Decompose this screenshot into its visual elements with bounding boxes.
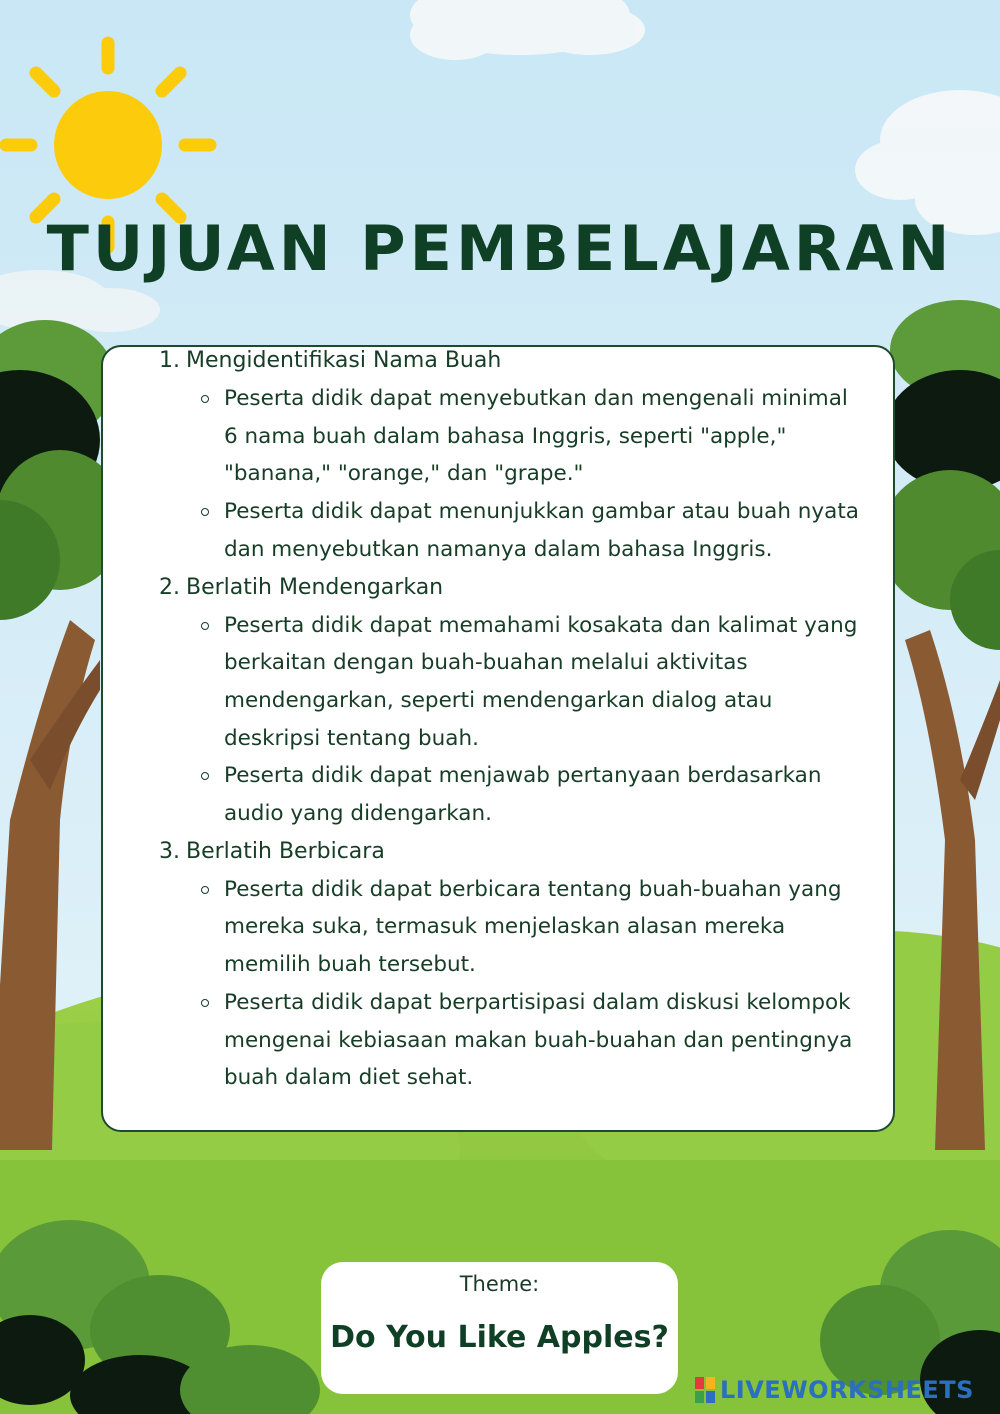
cloud-top (410, 0, 645, 60)
page-title: TUJUAN PEMBELAJARAN (46, 212, 954, 285)
circle-bullet-icon (201, 508, 209, 516)
objective-point-text: Peserta didik dapat berbicara tentang buah-buahan yang mereka suka, termasuk menjelaskan alasan mereka memilih buah tersebut. (224, 876, 842, 978)
objective-heading (159, 569, 859, 607)
objective-number: 1. (159, 348, 180, 373)
liveworksheets-logo-icon (694, 1376, 716, 1404)
objective-point (201, 871, 859, 984)
objective-number: 3. (159, 838, 180, 864)
objective-point (201, 380, 859, 493)
objective-point (201, 493, 859, 568)
objective-number: 2. (159, 574, 180, 600)
objective-item (159, 833, 859, 1097)
theme-title: Do You Like Apples? (330, 1320, 669, 1355)
objective-title: Mengidentifikasi Nama Buah (186, 348, 502, 373)
objective-heading (159, 833, 859, 871)
circle-bullet-icon (201, 886, 209, 894)
objective-point-text: Peserta didik dapat berpartisipasi dalam diskusi kelompok mengenai kebiasaan makan buah-buahan dan pentingnya buah dalam diet sehat. (224, 989, 853, 1091)
objective-point (201, 984, 859, 1097)
objective-points (159, 380, 859, 569)
circle-bullet-icon (201, 772, 209, 780)
objective-point (201, 607, 859, 758)
theme-box (321, 1262, 678, 1394)
objectives-card (101, 345, 895, 1132)
objective-item (159, 569, 859, 833)
objective-heading (159, 345, 859, 380)
objective-title: Berlatih Berbicara (186, 838, 385, 864)
objective-points (159, 607, 859, 833)
objective-title: Berlatih Mendengarkan (186, 574, 444, 600)
circle-bullet-icon (201, 395, 209, 403)
objectives-list (159, 345, 859, 1097)
objective-point (201, 757, 859, 832)
objective-point-text: Peserta didik dapat menunjukkan gambar atau buah nyata dan menyebutkan namanya dalam bahasa Inggris. (224, 499, 859, 562)
circle-bullet-icon (201, 999, 209, 1007)
objective-point-text: Peserta didik dapat memahami kosakata dan kalimat yang berkaitan dengan buah-buahan melalui aktivitas mendengarkan, seperti mendengarkan dialog atau deskripsi tentang buah. (224, 612, 858, 751)
theme-label: Theme: (459, 1272, 540, 1296)
objective-item (159, 345, 859, 569)
watermark-text: LIVEWORKSHEETS (720, 1376, 974, 1404)
circle-bullet-icon (201, 622, 209, 630)
objective-point-text: Peserta didik dapat menyebutkan dan mengenali minimal 6 nama buah dalam bahasa Inggris, seperti "apple," "banana," "orange," dan "grape." (224, 386, 848, 487)
objective-point-text: Peserta didik dapat menjawab pertanyaan berdasarkan audio yang didengarkan. (224, 763, 822, 827)
liveworksheets-watermark[interactable] (694, 1374, 974, 1406)
objective-points (159, 871, 859, 1097)
